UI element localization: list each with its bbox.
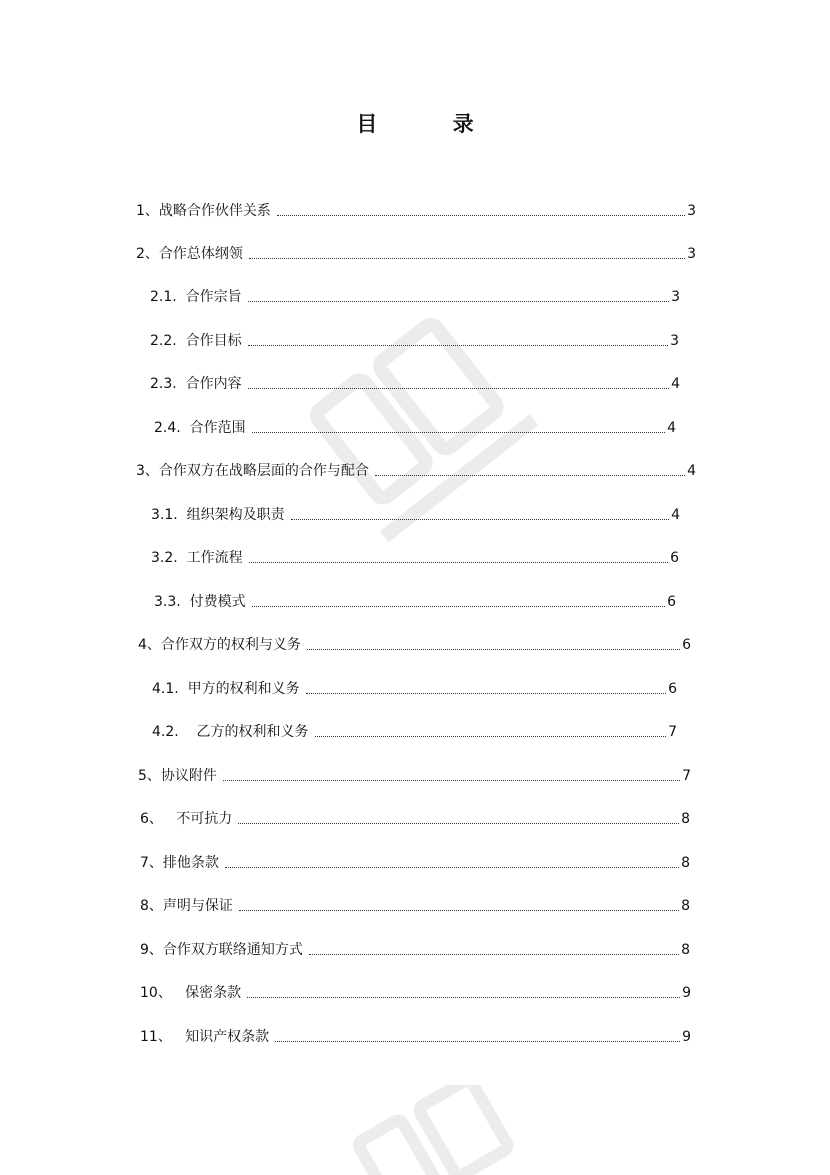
toc-leader-dots [248, 301, 669, 302]
toc-entry-page: 7 [682, 768, 691, 784]
toc-entry[interactable] [150, 331, 679, 351]
toc-entry-page: 6 [670, 550, 679, 566]
toc-entry-label: 3.3. 付费模式 [154, 594, 246, 610]
toc-entry-label: 6、 不可抗力 [140, 811, 233, 827]
toc-entry[interactable] [140, 1027, 691, 1047]
toc-entry-page: 7 [668, 724, 677, 740]
toc-entry-label: 4、合作双方的权利与义务 [138, 637, 301, 653]
page-title: 目 录 [356, 112, 508, 136]
toc-entry[interactable] [154, 418, 676, 438]
toc-entry-label: 2、合作总体纲领 [136, 246, 243, 262]
toc-entry[interactable] [152, 679, 677, 699]
toc-entry-page: 6 [667, 594, 676, 610]
toc-entry-page: 4 [687, 463, 696, 479]
toc-entry-label: 10、 保密条款 [140, 985, 242, 1001]
toc-entry[interactable] [140, 809, 690, 829]
toc-entry-label: 3、合作双方在战略层面的合作与配合 [136, 463, 369, 479]
toc-entry[interactable] [140, 940, 690, 960]
toc-leader-dots [223, 780, 680, 781]
toc-entry[interactable] [151, 505, 680, 525]
toc-leader-dots [248, 388, 669, 389]
toc-entry-page: 8 [681, 855, 690, 871]
toc-entry-page: 3 [687, 203, 696, 219]
toc-entry[interactable] [152, 722, 677, 742]
toc-entry-page: 6 [668, 681, 677, 697]
toc-entry[interactable] [140, 983, 691, 1003]
toc-entry-label: 4.2. 乙方的权利和义务 [152, 724, 309, 740]
toc-entry[interactable] [136, 461, 696, 481]
toc-leader-dots [248, 345, 668, 346]
toc-entry[interactable] [150, 374, 680, 394]
toc-entry-label: 3.2. 工作流程 [151, 550, 243, 566]
toc-entry-label: 4.1. 甲方的权利和义务 [152, 681, 300, 697]
toc-entry-page: 3 [670, 333, 679, 349]
toc-leader-dots [307, 649, 680, 650]
toc-entry-page: 8 [681, 811, 690, 827]
toc-entry[interactable] [140, 896, 690, 916]
toc-leader-dots [249, 258, 685, 259]
toc-entry-page: 4 [671, 507, 680, 523]
toc-entry-page: 4 [667, 420, 676, 436]
toc-leader-dots [247, 997, 680, 998]
toc-leader-dots [249, 562, 668, 563]
toc-entry[interactable] [154, 592, 676, 612]
toc-entry-page: 6 [682, 637, 691, 653]
toc-leader-dots [275, 1041, 680, 1042]
toc-entry-label: 7、排他条款 [140, 855, 219, 871]
toc-entry-label: 8、声明与保证 [140, 898, 233, 914]
toc-entry-label: 3.1. 组织架构及职责 [151, 507, 285, 523]
toc-entry[interactable] [136, 201, 696, 221]
toc-entry[interactable] [151, 548, 679, 568]
toc-entry-page: 8 [681, 942, 690, 958]
toc-leader-dots [277, 215, 685, 216]
toc-entry-label: 2.1. 合作宗旨 [150, 289, 242, 305]
toc-entry-label: 2.4. 合作范围 [154, 420, 246, 436]
toc-entry-label: 5、协议附件 [138, 768, 217, 784]
toc-leader-dots [239, 910, 679, 911]
toc-entry-page: 9 [682, 1029, 691, 1045]
toc-entry[interactable] [136, 244, 696, 264]
toc-leader-dots [375, 475, 685, 476]
toc-entry[interactable] [138, 766, 691, 786]
toc-leader-dots [238, 823, 679, 824]
toc-entry-page: 8 [681, 898, 690, 914]
toc-entry-label: 9、合作双方联络通知方式 [140, 942, 303, 958]
toc-leader-dots [291, 519, 669, 520]
toc-entry[interactable] [150, 287, 680, 307]
toc-entry[interactable] [140, 853, 690, 873]
toc-leader-dots [252, 606, 665, 607]
toc-entry-page: 9 [682, 985, 691, 1001]
toc-leader-dots [315, 736, 667, 737]
toc-entry-page: 3 [687, 246, 696, 262]
toc-leader-dots [309, 954, 679, 955]
toc-leader-dots [225, 867, 679, 868]
toc-entry-page: 4 [671, 376, 680, 392]
toc-entry-label: 2.2. 合作目标 [150, 333, 242, 349]
toc-entry-label: 11、 知识产权条款 [140, 1029, 270, 1045]
toc-entry[interactable] [138, 635, 691, 655]
toc-entry-label: 1、战略合作伙伴关系 [136, 203, 271, 219]
toc-entry-label: 2.3. 合作内容 [150, 376, 242, 392]
toc-leader-dots [252, 432, 665, 433]
toc-entry-page: 3 [671, 289, 680, 305]
toc-leader-dots [306, 693, 666, 694]
